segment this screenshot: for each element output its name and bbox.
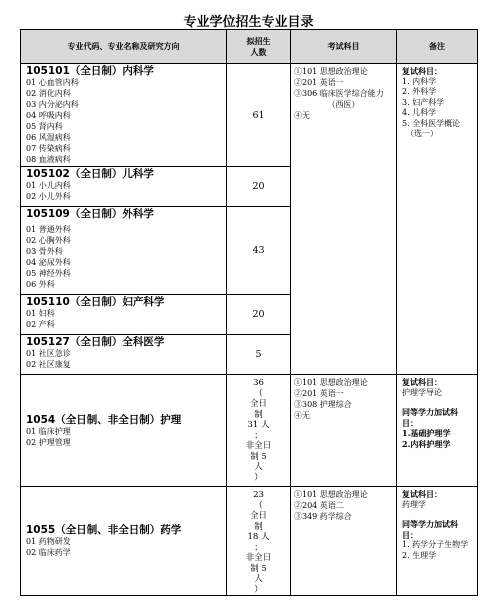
direction-item: 08 血液病科 <box>26 155 71 164</box>
quota-line: 人 <box>254 574 263 584</box>
direction-item: 01 药物研发 <box>26 537 71 546</box>
quota-cell: 61 <box>227 64 291 167</box>
direction-item: 06 外科 <box>26 280 55 289</box>
quota-line: 18 人 <box>247 532 270 542</box>
quota-line: 人 <box>254 462 263 472</box>
header-quota-line1: 拟招生 <box>246 36 271 46</box>
page-title: 专业学位招生专业目录 <box>183 15 314 30</box>
direction-item: 01 妇科 <box>26 309 55 318</box>
note-line: 3. 妇产科学 <box>402 97 445 107</box>
direction-item: 01 临床护理 <box>26 426 71 436</box>
program-title: 105109（全日制）外科学 <box>26 208 154 220</box>
note-line: 1. 内科学 <box>402 76 437 86</box>
quota-line: 全日 <box>249 399 267 409</box>
quota-line: 制 5 <box>250 563 267 574</box>
note-line: 4. 儿科学 <box>402 108 437 117</box>
header-row <box>21 30 478 64</box>
direction-item: 02 产科 <box>26 320 55 329</box>
quota-cell: 5 <box>227 335 291 375</box>
quota-line: ； <box>254 430 263 441</box>
exam-line: ①101 思想政治理论 <box>294 490 368 499</box>
quota-cell <box>227 375 291 487</box>
exam-line: ③308 护理综合 <box>294 400 352 409</box>
quota-line: 制 <box>254 409 263 420</box>
quota-line: 全日 <box>249 511 267 521</box>
direction-item: 06 风湿病科 <box>26 133 71 142</box>
exam-line: ③349 药学综合 <box>294 512 352 521</box>
program-cell <box>21 295 227 335</box>
direction-item: 03 骨外科 <box>26 247 63 256</box>
header-exam: 考试科目 <box>291 30 397 64</box>
exam-line: ②201 英语一 <box>294 389 344 398</box>
direction-item: 02 消化内科 <box>26 89 71 98</box>
direction-item: 01 普通外科 <box>26 225 71 234</box>
direction-item: 04 呼吸内科 <box>26 111 71 120</box>
direction-item: 01 社区急诊 <box>26 349 71 358</box>
program-title: 105101（全日制）内科学 <box>26 65 154 77</box>
direction-item: 02 护理管理 <box>26 437 71 447</box>
exam-line: （西医） <box>327 100 360 109</box>
quota-line: ） <box>254 584 263 595</box>
note-line: 2. 外科学 <box>402 87 437 96</box>
program-title: 1055（全日制、非全日制）药学 <box>26 524 182 536</box>
note-line: 护理学导论 <box>402 387 442 397</box>
quota-line: 23 <box>253 490 264 500</box>
quota-line: 非全日 <box>245 553 272 563</box>
program-title: 105110（全日制）妇产科学 <box>26 296 165 308</box>
notes-cell <box>397 375 478 487</box>
note-line: 5. 全科医学概论 <box>402 118 461 128</box>
program-title: 105102（全日制）儿科学 <box>26 168 154 180</box>
note-heading: 复试科目： <box>402 66 442 76</box>
program-title: 1054（全日制、非全日制）护理 <box>26 413 182 426</box>
program-cell <box>21 64 227 167</box>
exam-cell <box>291 487 397 596</box>
direction-item: 03 内分泌内科 <box>26 100 79 109</box>
exam-line: ①101 思想政治理论 <box>294 67 368 76</box>
quota-line: 制 <box>254 521 263 532</box>
note-line: 2. 生理学 <box>402 550 437 560</box>
direction-item: 04 泌尿外科 <box>26 258 71 267</box>
quota-line: （ <box>254 500 263 511</box>
program-cell <box>21 375 227 487</box>
exam-line: ④无 <box>294 111 310 120</box>
note-line: 1. 药学分子生物学 <box>402 540 469 549</box>
notes-cell <box>397 64 478 375</box>
direction-item: 01 小儿内科 <box>26 181 71 190</box>
program-catalog-table <box>20 29 478 596</box>
quota-line: ； <box>254 542 263 553</box>
note-line: （选一） <box>406 129 438 138</box>
table-row <box>21 64 478 167</box>
header-quota <box>227 30 291 64</box>
direction-item: 02 社区康复 <box>26 360 71 369</box>
quota-line: ） <box>254 472 263 483</box>
note-line: 药理学 <box>402 499 426 509</box>
direction-item: 02 心胸外科 <box>26 236 71 245</box>
program-cell <box>21 207 227 295</box>
quota-cell: 20 <box>227 295 291 335</box>
note-extra-heading: 同等学力加试科目： <box>402 519 458 540</box>
header-program: 专业代码、专业名称及研究方向 <box>21 30 227 64</box>
exam-cell <box>291 64 397 375</box>
quota-line: 36 <box>253 378 264 388</box>
header-notes: 备注 <box>397 30 478 64</box>
table-row <box>21 487 478 596</box>
program-title: 105127（全日制）全科医学 <box>26 336 165 348</box>
quota-line: 制 5 <box>250 451 267 462</box>
direction-item: 02 临床药学 <box>26 548 71 557</box>
note-heading: 复试科目： <box>402 489 442 499</box>
exam-line: ②204 英语二 <box>294 501 344 510</box>
note-heading: 复试科目： <box>402 377 442 387</box>
exam-line: ③306 临床医学综合能力 <box>294 89 384 98</box>
program-cell <box>21 487 227 596</box>
quota-line: 非全日 <box>245 441 272 451</box>
exam-line: ①101 思想政治理论 <box>294 378 368 387</box>
note-line: 1.基础护理学 <box>402 428 451 438</box>
exam-line: ②201 英语一 <box>294 78 344 87</box>
quota-line: （ <box>254 388 263 399</box>
note-spacer <box>402 510 472 519</box>
exam-cell <box>291 375 397 487</box>
note-spacer <box>402 398 472 407</box>
notes-cell <box>397 487 478 596</box>
direction-item: 02 小儿外科 <box>26 192 71 201</box>
header-quota-line2: 人数 <box>250 47 267 57</box>
program-cell <box>21 167 227 207</box>
direction-item: 05 神经外科 <box>26 269 71 278</box>
table-row <box>21 375 478 487</box>
program-cell <box>21 335 227 375</box>
note-extra-heading: 同等学力加试科目： <box>402 407 458 428</box>
direction-item: 01 心血管内科 <box>26 78 79 87</box>
quota-cell: 43 <box>227 207 291 295</box>
exam-line: ④无 <box>294 411 310 420</box>
quota-cell <box>227 487 291 596</box>
note-line: 2.内科护理学 <box>402 438 451 449</box>
direction-item: 05 肾内科 <box>26 122 63 131</box>
direction-item: 07 传染病科 <box>26 144 71 153</box>
quota-cell: 20 <box>227 167 291 207</box>
quota-line: 31 人 <box>247 420 270 430</box>
